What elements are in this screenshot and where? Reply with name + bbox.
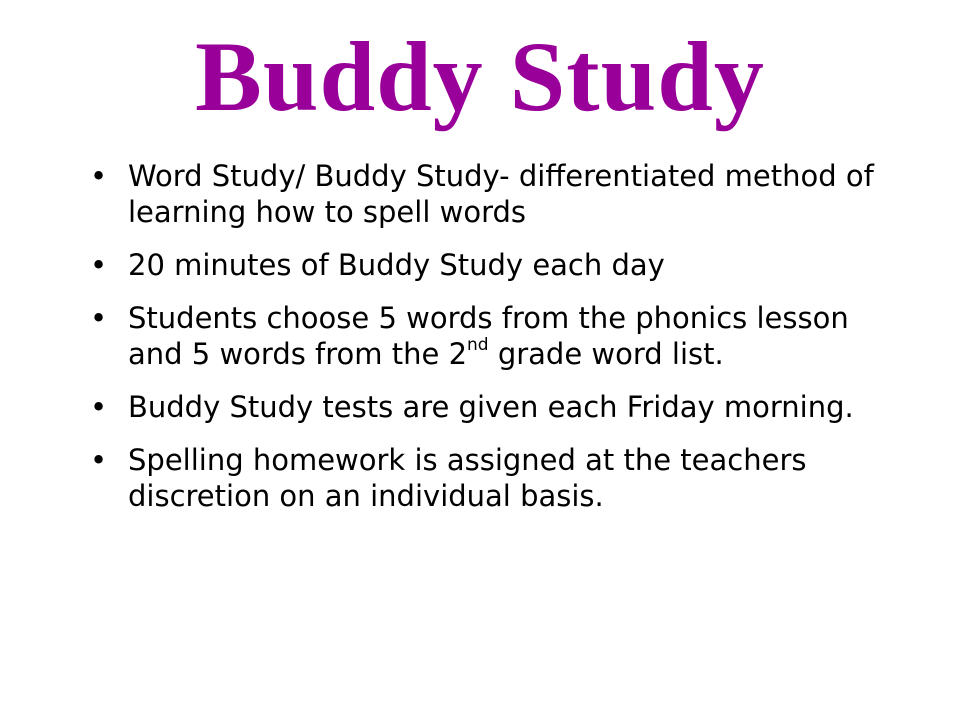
bullet-item: [90, 158, 890, 230]
bullet-text: 20 minutes of Buddy Study each day: [128, 248, 665, 282]
bullet-text: Word Study/ Buddy Study- differentiated method of learning how to spell words: [128, 159, 874, 229]
bullet-icon: •: [90, 159, 108, 193]
bullet-icon: •: [90, 390, 108, 424]
bullet-text-part: Students choose 5 words from the phonics lesson and 5 words from the 2: [128, 301, 849, 371]
bullet-item: [90, 300, 890, 372]
bullet-icon: •: [90, 301, 108, 335]
bullet-list: [90, 158, 890, 531]
bullet-text: [128, 301, 849, 371]
bullet-text: Spelling homework is assigned at the teachers discretion on an individual basis.: [128, 443, 807, 513]
bullet-item: [90, 442, 890, 514]
bullet-icon: •: [90, 443, 108, 477]
bullet-text: Buddy Study tests are given each Friday morning.: [128, 390, 854, 424]
bullet-text-part: grade word list.: [488, 337, 724, 371]
bullet-item: [90, 247, 890, 283]
slide-title: Buddy Study: [195, 21, 765, 132]
bullet-icon: •: [90, 248, 108, 282]
ordinal-superscript: nd: [467, 335, 489, 355]
bullet-item: [90, 389, 890, 425]
